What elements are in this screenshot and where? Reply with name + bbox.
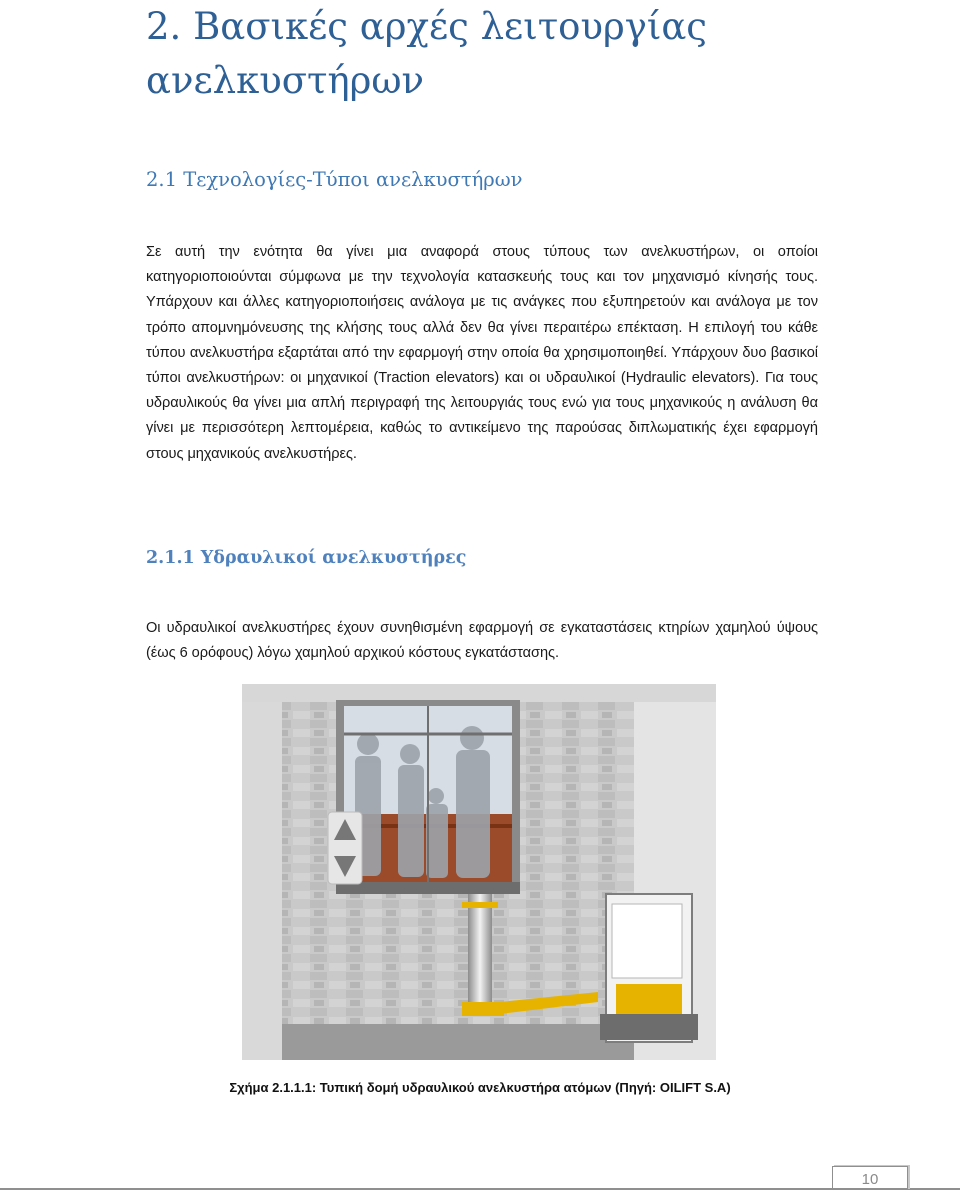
section-heading: 2.1 Τεχνολογίες-Τύποι ανελκυστήρων — [146, 168, 523, 191]
top-slab — [242, 684, 716, 702]
subsection-heading: 2.1.1 Υδραυλικοί ανελκυστήρες — [146, 548, 467, 568]
pit-floor — [282, 1024, 634, 1060]
page-number: 10 — [832, 1166, 908, 1190]
pump-base — [600, 1014, 698, 1040]
intro-paragraph: Σε αυτή την ενότητα θα γίνει μια αναφορά στους τύπους των ανελκυστήρων, οι οποίοι κατηγοριοποιούνται σύμφωνα με την τεχνολογία κατασκευής τους και τον μηχανισμό κίνησής τους. Υπάρχουν και άλλες κατηγοριοποιήσεις ανάλογα με τις ανάγκες που εξυπηρετούν και ανάλογα με τον τρόπο απομνημόνευσης της κλήσης τους αλλά δεν θα γίνει περαιτέρω επέκταση. Η επιλογή του κάθε τύπου ανελκυστήρα εξαρτάται από την εφαρμογή στην οποία θα χρησιμοποιηθεί. Υπάρχουν δυο βασικοί τύποι ανελκυστήρων: οι μηχανικοί (Traction elevators) και οι υδραυλικοί (Hydraulic elevators). Για τους υδραυλικούς θα γίνει μια απλή περιγραφή της λειτουργιάς τους ενώ για τους μηχανικούς η ανάλυση θα γίνει με περισσότερη λεπτομέρεια, καθώς το αντικείμενο της παρούσας διπλωματικής έχει εφαρμογή στους μηχανικούς ανελκυστήρες. — [146, 244, 818, 462]
car-floor — [336, 882, 520, 894]
chapter-heading: 2. Βασικές αρχές λειτουργίας ανελκυστήρων — [146, 5, 708, 102]
hydraulic-elevator-illustration — [238, 684, 720, 1060]
oil-pipe — [462, 1002, 504, 1016]
control-cabinet — [612, 904, 682, 978]
figure-caption: Σχήμα 2.1.1.1: Τυπική δομή υδραυλικού ανελκυστήρα ατόμων (Πηγή: OILIFT S.A) — [229, 1080, 731, 1095]
left-wall — [242, 702, 282, 1060]
elevator-drawing — [238, 684, 720, 1060]
piston — [468, 894, 492, 1010]
hydraulic-paragraph: Οι υδραυλικοί ανελκυστήρες έχουν συνηθισμένη εφαρμογή σε εγκαταστάσεις κτηρίων χαμηλού ύψους (έως 6 ορόφους) λόγω χαμηλού αρχικού κόστους εγκατάστασης. — [146, 620, 818, 662]
pump-unit — [616, 984, 682, 1018]
